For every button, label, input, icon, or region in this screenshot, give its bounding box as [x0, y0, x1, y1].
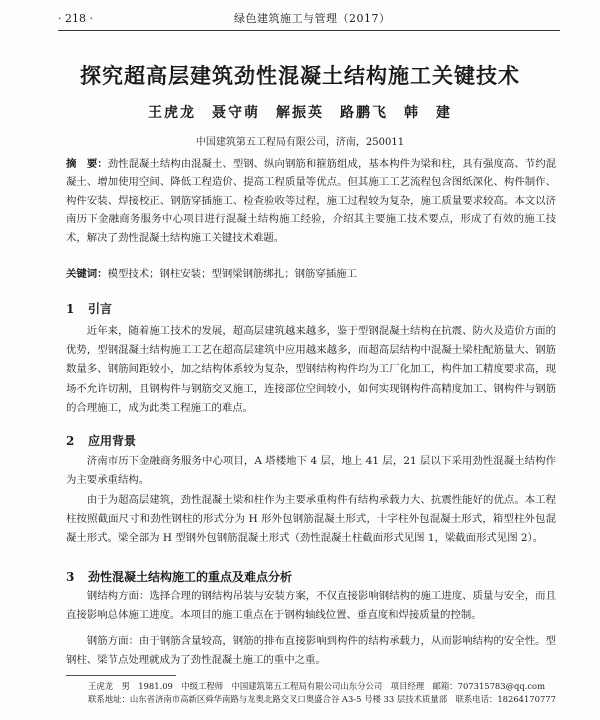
paragraph: 近年来，随着施工技术的发展，超高层建筑越来越多，鉴于型钢混凝土结构在抗震、防火及造价方面的优势，型钢混凝土结构施工工艺在超高层建筑中应用越来越多，而超高层结构中混凝土梁柱配筋量大、钢筋数量多、钢筋间距较小，加之结构体系较为复杂，型钢结构构件均为工厂化加工，构件加工精度要求高，现场不允许切割，且钢构件与钢筋交叉施工，连接部位空间较小，如何实现钢构件高精度加工、钢构件与钢筋的合理施工，成为此类工程施工的难点。	[66, 325, 556, 414]
abstract-label: 摘 要：	[66, 158, 108, 170]
journal-name: 绿色建筑施工与管理（2017）	[234, 12, 391, 25]
section-heading-2	[66, 432, 136, 449]
paragraph: 钢筋方面：由于钢筋含量较高，钢筋的排布直接影响到构件的结构承载力，从而影响结构的安全性。型钢柱、梁节点处理就成为了劲性混凝土施工的重中之重。	[66, 635, 556, 667]
section-title: 劲性混凝土结构施工的重点及难点分析	[88, 570, 293, 584]
section-title: 应用背景	[88, 434, 137, 448]
running-header	[58, 8, 560, 31]
keywords-text: 模型技术；钢柱安装；型钢梁钢筋绑扎；钢筋穿插施工	[107, 268, 357, 280]
section-number: 2	[66, 434, 75, 448]
author-footnote: 王虎龙 男 1981.09 中级工程师 中国建筑第五工程局有限公司山东分公司 项目经理 邮箱：707315783@qq.com 联系地址：山东省济南市高新区舜华南路与龙奥北路交叉口奥盛合谷 A3-5 号楼 33 层技术质量部 联系电话：18264170777	[88, 681, 556, 704]
abstract-text: 劲性混凝土结构由混凝土、型钢、纵向钢筋和箍筋组成，基本构件为梁和柱，具有强度高、节约混凝土、增加使用空间、降低工程造价、提高工程质量等优点。但其施工工艺流程包含图纸深化、构件制作、构件安装、焊接校正、钢筋穿插施工、检查验收等过程，施工过程较为复杂，施工质量要求较高。本文以济南历下金融商务服务中心项目进行混凝土结构施工经验，介绍其主要施工技术要点，形成了有效的施工技术，解决了劲性混凝土结构施工关键技术难题。	[66, 158, 557, 244]
section-number: 3	[66, 570, 75, 584]
keywords-label: 关键词：	[66, 268, 108, 280]
footnote-divider	[66, 675, 176, 676]
paper-title: 探究超高层建筑劲性混凝土结构施工关键技术	[80, 63, 520, 88]
affiliation: 中国建筑第五工程局有限公司，济南，250011	[195, 137, 405, 148]
paragraph: 由于为超高层建筑，劲性混凝土梁和柱作为主要承重构件有结构承载力大、抗震性能好的优点。本工程柱按照截面尺寸和劲性钢柱的形式分为 H 形外包钢筋混凝土形式，十字柱外包混凝土形式，箱型柱外包混凝土形式。梁全部为 H 型钢外包钢筋混凝土形式（劲性混凝土柱截面形式见图 1，梁截面形式见图 2）。	[66, 494, 556, 545]
page-number: · 218 ·	[58, 12, 93, 25]
paragraph: 济南市历下金融商务服务中心项目，A 塔楼地下 4 层，地上 41 层，21 层以下采用劲性混凝土结构作为主要承重结构。	[66, 455, 556, 487]
section-heading-3	[66, 568, 292, 585]
section-title: 引言	[88, 302, 113, 316]
section-number: 1	[66, 302, 75, 316]
paragraph: 钢结构方面：选择合理的钢结构吊装与安装方案，不仅直接影响钢结构的施工进度、质量与安全，而且直接影响总体施工进度。本项目的施工重点在于钢构轴线位置、垂直度和焊接质量的控制。	[66, 590, 556, 622]
section-heading-1	[66, 300, 112, 317]
keywords	[66, 265, 556, 283]
author-list: 王虎龙 聂守萌 解振英 路鹏飞 韩 建	[148, 105, 452, 121]
abstract	[66, 155, 556, 247]
